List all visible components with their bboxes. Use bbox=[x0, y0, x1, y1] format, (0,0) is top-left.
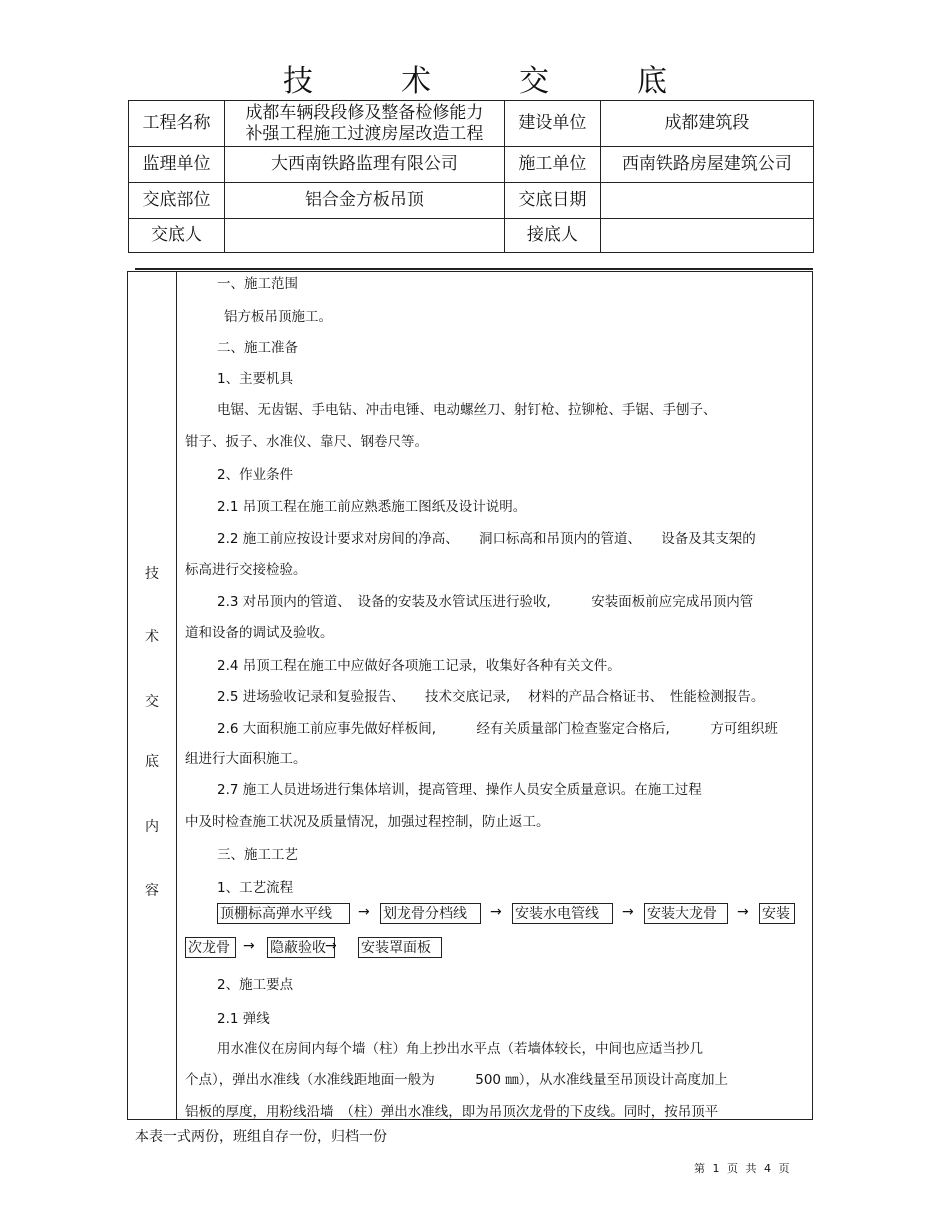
receiver-value bbox=[600, 219, 813, 253]
content-line: 中及时检查施工状况及质量情况，加强过程控制，防止返工。 bbox=[185, 814, 550, 830]
date-value bbox=[600, 183, 813, 219]
content-line: 2.7 施工人员进场进行集体培训，提高管理、操作人员安全质量意识。在施工过程 bbox=[217, 782, 702, 798]
content-line: 标高进行交接检验。 bbox=[185, 562, 307, 578]
receiver-label: 接底人 bbox=[504, 219, 600, 253]
flow-step: 隐蔽验收 bbox=[267, 937, 335, 958]
project-value-line: 成都车辆段段修及整备检修能力 bbox=[245, 102, 484, 123]
part-label: 交底部位 bbox=[129, 183, 225, 219]
content-line: 铝方板吊顶施工。 bbox=[224, 309, 332, 325]
builder-value: 成都建筑段 bbox=[600, 101, 813, 147]
content-line: 用水准仪在房间内每个墙（柱）角上抄出水平点（若墙体较长，中间也应适当抄几 bbox=[217, 1041, 703, 1057]
side-label-column bbox=[127, 271, 177, 1120]
divider-line bbox=[135, 268, 813, 270]
project-value bbox=[224, 101, 504, 147]
content-line: 铝板的厚度，用粉线沿墙 （柱）弹出水准线，即为吊顶次龙骨的下皮线。同时，按吊顶平 bbox=[185, 1104, 719, 1120]
title-char: 交 bbox=[519, 64, 549, 99]
contractor-label: 施工单位 bbox=[504, 147, 600, 183]
content-line: 2、作业条件 bbox=[217, 467, 294, 483]
supervisor-label: 监理单位 bbox=[129, 147, 225, 183]
side-label-char: 术 bbox=[145, 629, 159, 645]
content-line: 2.1 弹线 bbox=[217, 1011, 270, 1027]
flow-step: 安装罩面板 bbox=[358, 937, 442, 958]
content-line: 2.3 对吊顶内的管道、 设备的安装及水管试压进行验收, 安装面板前应完成吊顶内管 bbox=[217, 594, 754, 610]
side-label-char: 底 bbox=[145, 754, 159, 770]
footer-note: 本表一式两份，班组自存一份，归档一份 bbox=[135, 1129, 387, 1145]
side-label-char: 技 bbox=[145, 566, 159, 582]
content-line: 2.6 大面积施工前应事先做好样板间, 经有关质量部门检查鉴定合格后, 方可组织班 bbox=[217, 721, 778, 737]
arrow-right-icon: → bbox=[622, 904, 634, 920]
arrow-right-icon: → bbox=[490, 904, 502, 920]
content-line: 2.1 吊顶工程在施工前应熟悉施工图纸及设计说明。 bbox=[217, 499, 527, 515]
part-value: 铝合金方板吊顶 bbox=[224, 183, 504, 219]
discloser-value bbox=[224, 219, 504, 253]
content-line: 二、施工准备 bbox=[217, 340, 298, 356]
content-line: 2、施工要点 bbox=[217, 977, 294, 993]
side-label-char: 容 bbox=[145, 883, 159, 899]
title-char: 术 bbox=[401, 64, 431, 99]
content-line: 电锯、无齿锯、手电钻、冲击电锤、电动螺丝刀、射钉枪、拉铆枪、手锯、手刨子、 bbox=[217, 402, 717, 418]
content-line: 一、施工范围 bbox=[217, 276, 298, 292]
content-line: 个点），弹出水准线（水准线距地面一般为 500 ㎜），从水准线量至吊顶设计高度加上 bbox=[185, 1072, 729, 1088]
arrow-right-icon: → bbox=[325, 938, 337, 954]
supervisor-value: 大西南铁路监理有限公司 bbox=[224, 147, 504, 183]
page-number: 第 1 页 共 4 页 bbox=[694, 1162, 792, 1175]
side-label-char: 内 bbox=[145, 819, 159, 835]
flow-step: 划龙骨分档线 bbox=[380, 903, 481, 924]
content-line: 1、工艺流程 bbox=[217, 880, 294, 896]
arrow-right-icon: → bbox=[358, 904, 370, 920]
date-label: 交底日期 bbox=[504, 183, 600, 219]
title-char: 底 bbox=[637, 64, 667, 99]
project-label: 工程名称 bbox=[129, 101, 225, 147]
flow-step: 安装水电管线 bbox=[512, 903, 613, 924]
flow-step: 安装 bbox=[759, 903, 795, 924]
title-char: 技 bbox=[283, 64, 313, 99]
content-line: 三、施工工艺 bbox=[217, 847, 298, 863]
content-line: 2.4 吊顶工程在施工中应做好各项施工记录，收集好各种有关文件。 bbox=[217, 658, 621, 674]
content-line: 组进行大面积施工。 bbox=[185, 751, 307, 767]
document-title bbox=[0, 56, 950, 100]
builder-label: 建设单位 bbox=[504, 101, 600, 147]
flow-step: 安装大龙骨 bbox=[644, 903, 728, 924]
flow-step: 顶棚标高弹水平线 bbox=[217, 903, 350, 924]
content-line: 1、主要机具 bbox=[217, 371, 294, 387]
header-table bbox=[128, 100, 814, 253]
arrow-right-icon: → bbox=[737, 904, 749, 920]
project-value-line: 补强工程施工过渡房屋改造工程 bbox=[245, 123, 484, 144]
flow-step: 次龙骨 bbox=[185, 937, 236, 958]
content-line: 钳子、扳子、水准仪、靠尺、钢卷尺等。 bbox=[185, 434, 428, 450]
arrow-right-icon: → bbox=[243, 938, 255, 954]
content-line: 道和设备的调试及验收。 bbox=[185, 625, 334, 641]
side-label-char: 交 bbox=[145, 694, 159, 710]
contractor-value: 西南铁路房屋建筑公司 bbox=[600, 147, 813, 183]
discloser-label: 交底人 bbox=[129, 219, 225, 253]
content-line: 2.2 施工前应按设计要求对房间的净高、 洞口标高和吊顶内的管道、 设备及其支架的 bbox=[217, 531, 756, 547]
content-line: 2.5 进场验收记录和复验报告、 技术交底记录, 材料的产品合格证书、 性能检测报告。 bbox=[217, 689, 765, 705]
